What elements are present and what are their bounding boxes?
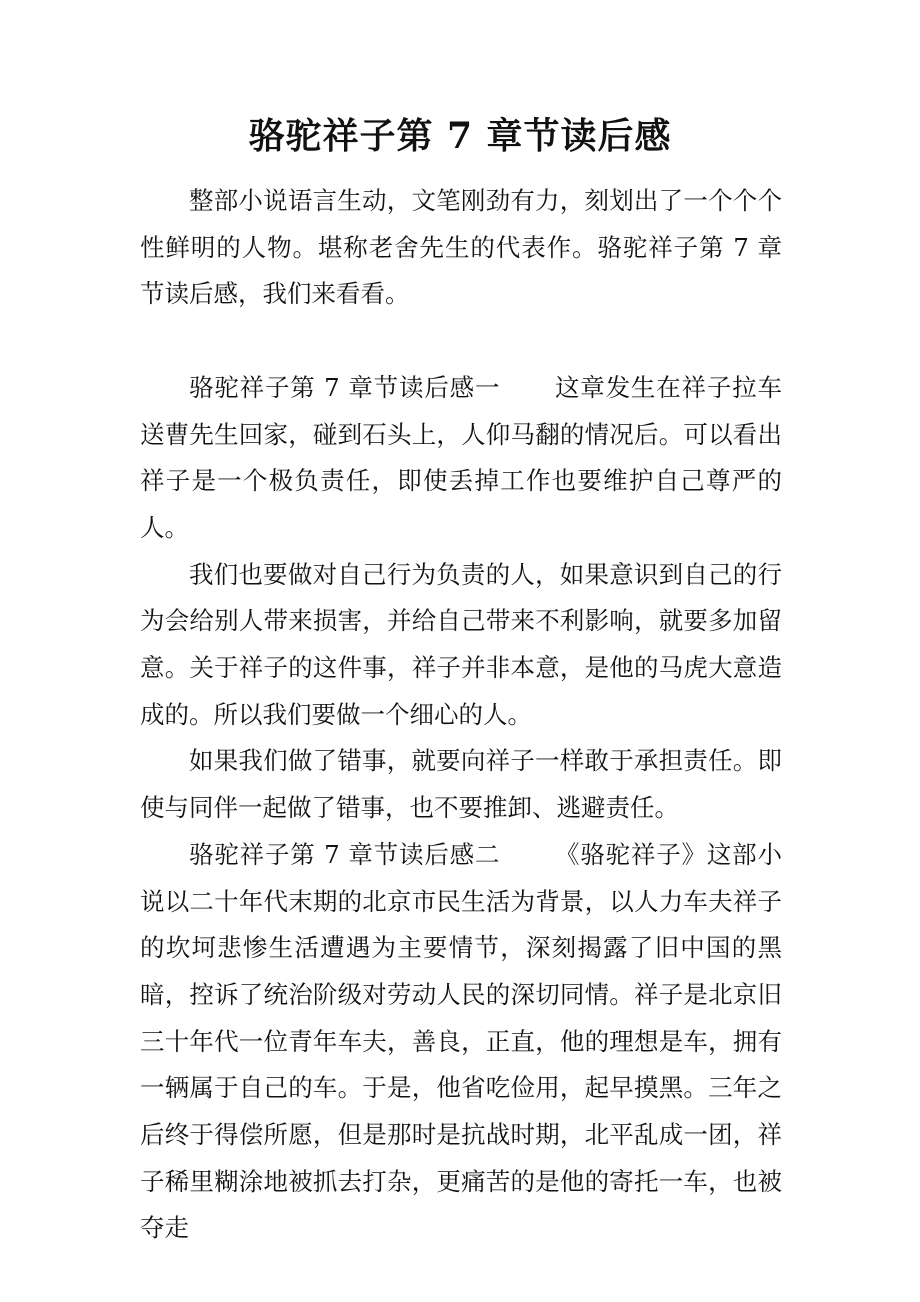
paragraph-section-one — [140, 365, 782, 552]
paragraph-text: 整部小说语言生动，文笔刚劲有力，刻划出了一个个个性鲜明的人物。堪称老舍先生的代表作。骆驼祥子第 7 章节读后感，我们来看看。 — [140, 186, 782, 309]
paragraph-text: 《骆驼祥子》这部小说以二十年代末期的北京市民生活为背景，以人力车夫祥子的坎坷悲惨生活遭遇为主要情节，深刻揭露了旧中国的黑暗，控诉了统治阶级对劳动人民的深切同情。祥子是北京旧三十年代一位青年车夫，善良，正直，他的理想是车，拥有一辆属于自己的车。于是，他省吃俭用，起早摸黑。三年之后终于得偿所愿，但是那时是抗战时期，北平乱成一团，祥子稀里糊涂地被抓去打杂，更痛苦的是他的寄托一车，也被夺走 — [140, 839, 782, 1243]
section-heading-one: 骆驼祥子第 7 章节读后感一 — [189, 372, 501, 402]
paragraph-admit-mistakes — [140, 738, 782, 831]
paragraph-responsibility — [140, 552, 782, 739]
paragraph-intro — [140, 178, 782, 318]
paragraph-text: 如果我们做了错事，就要向祥子一样敢于承担责任。即使与同伴一起做了错事，也不要推卸、逃避责任。 — [140, 746, 782, 823]
paragraph-section-two — [140, 832, 782, 1252]
paragraph-text: 我们也要做对自己行为负责的人，如果意识到自己的行为会给别人带来损害，并给自己带来不利影响，就要多加留意。关于祥子的这件事，祥子并非本意，是他的马虎大意造成的。所以我们要做一个细心的人。 — [140, 559, 782, 729]
document-body — [140, 178, 782, 1252]
document-title: 骆驼祥子第 7 章节读后感 — [248, 115, 672, 157]
section-heading-two: 骆驼祥子第 7 章节读后感二 — [189, 839, 501, 869]
paragraph-text: 这章发生在祥子拉车送曹先生回家，碰到石头上，人仰马翻的情况后。可以看出祥子是一个极负责任，即使丢掉工作也要维护自己尊严的人。 — [140, 372, 782, 542]
